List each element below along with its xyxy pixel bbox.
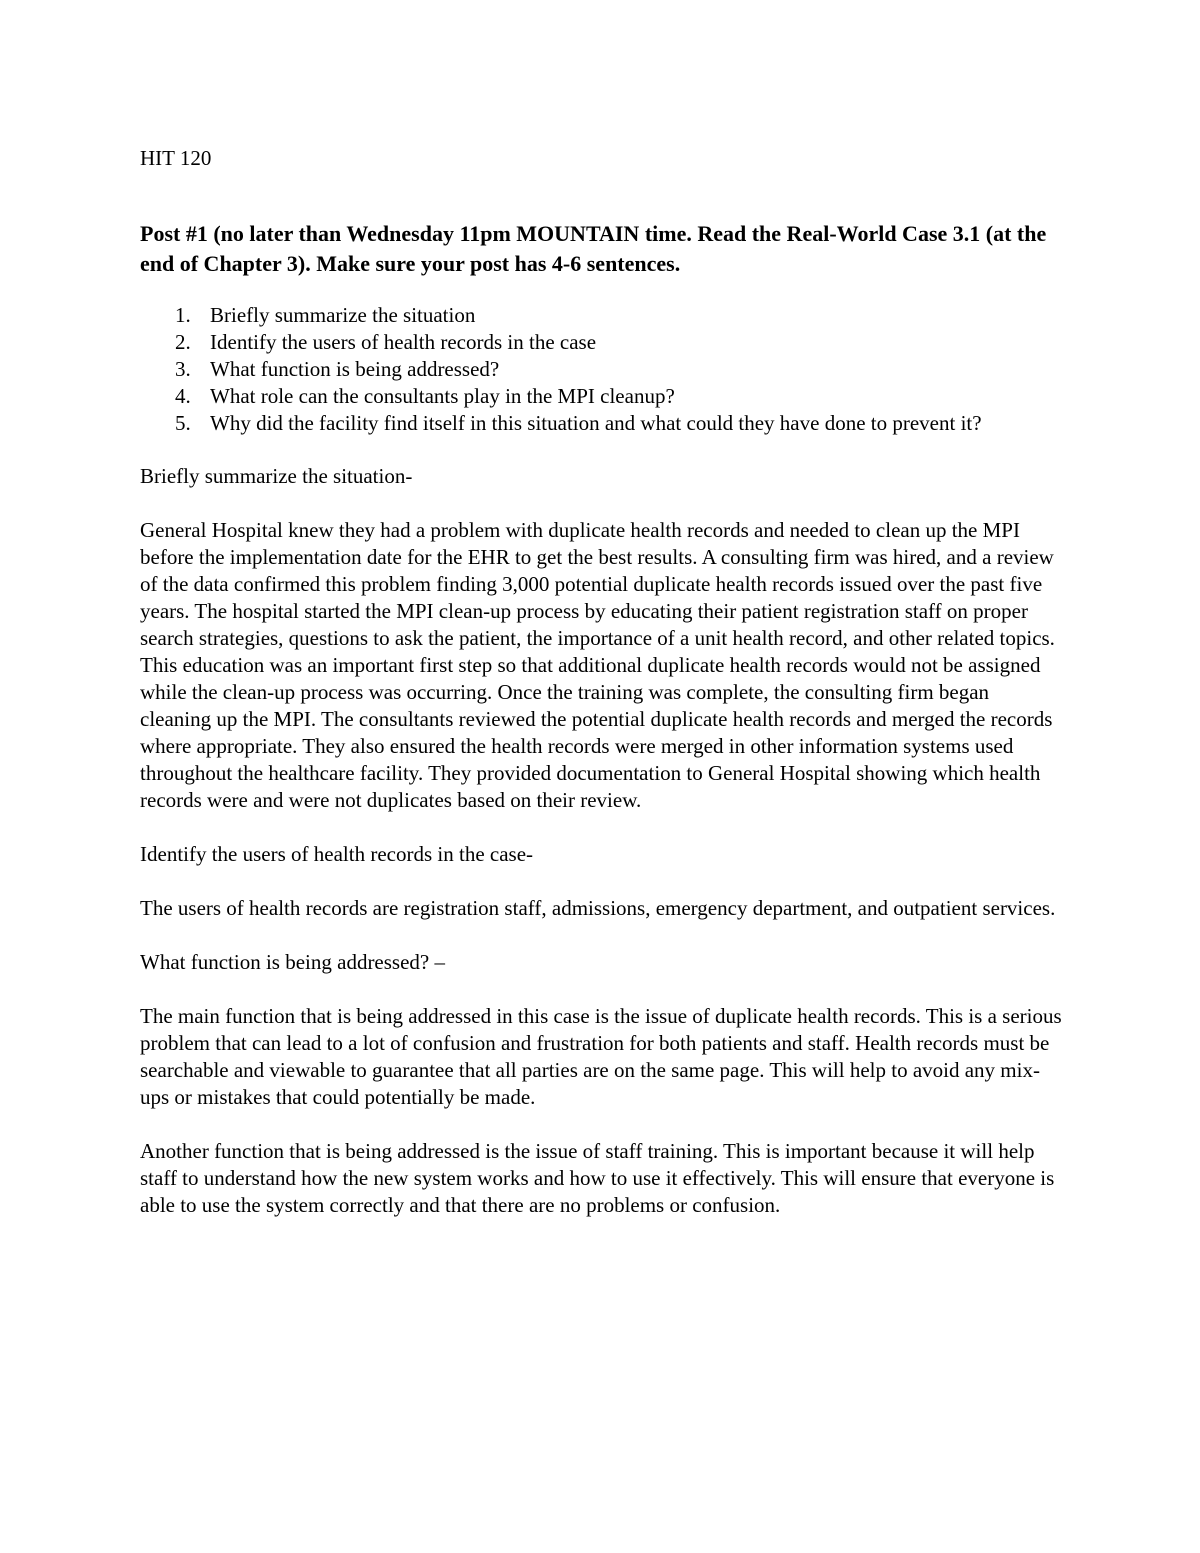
function-paragraph: The main function that is being addressed in this case is the issue of duplicate health records. This is a serious problem that can lead to a lot of confusion and frustration for both patients and staff. Health records must be searchable and viewable to guarantee that all parties are on the same page. This will help to avoid any mix-ups or mistakes that could potentially be made. [140, 1004, 1062, 1109]
users-paragraph: The users of health records are registration staff, admissions, emergency department, and outpatient services. [140, 896, 1056, 920]
section-label-summary: Briefly summarize the situation- [140, 464, 413, 488]
assignment-heading: Post #1 (no later than Wednesday 11pm MOUNTAIN time. Read the Real-World Case 3.1 (at the end of Chapter 3). Make sure your post has 4-6 sentences. [140, 221, 1047, 276]
list-item: What role can the consultants play in the MPI cleanup? [210, 384, 675, 408]
function-paragraph-2: Another function that is being addressed is the issue of staff training. This is important because it will help staff to understand how the new system works and how to use it effectively. This will ensure that everyone is able to use the system correctly and that there are no problems or confusion. [140, 1139, 1055, 1217]
section-label-users: Identify the users of health records in the case- [140, 842, 534, 866]
document-body [140, 145, 1065, 1246]
question-list [140, 302, 1065, 437]
list-item: Briefly summarize the situation [210, 303, 476, 327]
section-label-function: What function is being addressed? – [140, 950, 445, 974]
list-item: Identify the users of health records in the case [210, 330, 597, 354]
list-item: What function is being addressed? [210, 357, 500, 381]
summary-paragraph: General Hospital knew they had a problem with duplicate health records and needed to clean up the MPI before the implementation date for the EHR to get the best results. A consulting firm was hired, and a review of the data confirmed this problem finding 3,000 potential duplicate health records issued over the past five years. The hospital started the MPI clean-up process by educating their patient registration staff on proper search strategies, questions to ask the patient, the importance of a unit health record, and other related topics. This education was an important first step so that additional duplicate health records would not be assigned while the clean-up process was occurring. Once the training was complete, the consulting firm began cleaning up the MPI. The consultants reviewed the potential duplicate health records and merged the records where appropriate. They also ensured the health records were merged in other information systems used throughout the healthcare facility. They provided documentation to General Hospital showing which health records were and were not duplicates based on their review. [140, 518, 1055, 812]
course-code: HIT 120 [140, 146, 212, 170]
list-item: Why did the facility find itself in this situation and what could they have done to prevent it? [210, 411, 982, 435]
